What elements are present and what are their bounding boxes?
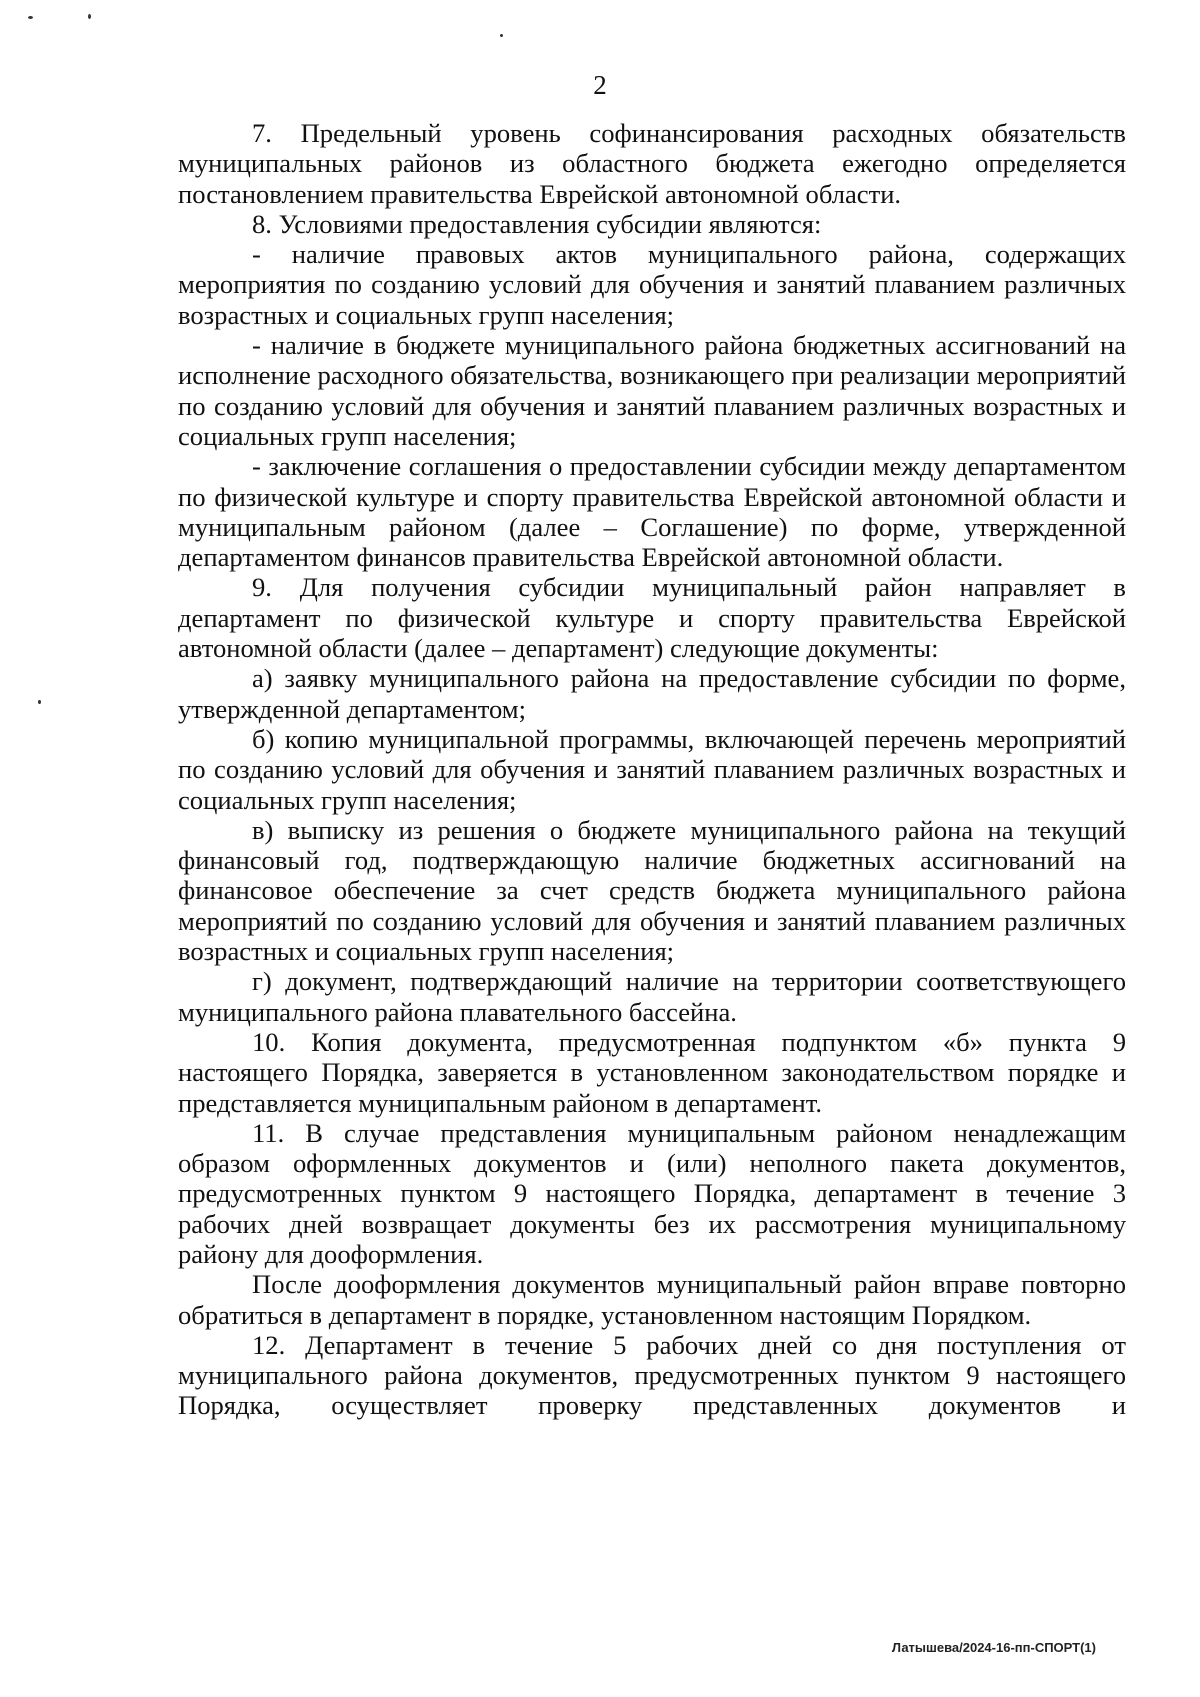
paragraph-item-9: 9. Для получения субсидии муниципальный район направляет в департамент по физической культуре и спорту правительства Еврейской автономной области (далее – департамент) следующие документы:	[178, 572, 1126, 664]
scan-speck	[28, 16, 33, 19]
paragraph-condition-legal-acts: - наличие правовых актов муниципального района, содержащих мероприятия по созданию условий для обучения и занятий плаванием различных возрастных и социальных групп населения;	[178, 239, 1126, 330]
paragraph-item-12: 12. Департамент в течение 5 рабочих дней со дня поступления от муниципального района документов, предусмотренных пунктом 9 настоящего Порядка, осуществляет проверку представленных документов и	[178, 1329, 1126, 1421]
paragraph-subitem-g: г) документ, подтверждающий наличие на территории соответствующего муниципального района плавательного бассейна.	[178, 966, 1126, 1027]
scan-speck	[38, 700, 41, 704]
paragraph-item-7: 7. Предельный уровень софинансирования расходных обязательств муниципальных районов из областного бюджета ежегодно определяется постановлением правительства Еврейской автономной области.	[178, 118, 1126, 209]
paragraph-item-10: 10. Копия документа, предусмотренная подпунктом «б» пункта 9 настоящего Порядка, заверяется в установленном законодательством порядке и представляется муниципальным районом в департамент.	[178, 1026, 1126, 1118]
scan-speck	[88, 14, 91, 19]
scan-speck	[500, 34, 503, 37]
paragraph-item-11: 11. В случае представления муниципальным районом ненадлежащим образом оформленных документов и (или) неполного пакета документов, предусмотренных пунктом 9 настоящего Порядка, департамент в течение 3 рабочих дней возвращает документы без их рассмотрения муниципальному району для дооформления.	[178, 1117, 1126, 1269]
paragraph-after-item-11: После дооформления документов муниципальный район вправе повторно обратиться в департамент в порядке, установленном настоящим Порядком.	[178, 1269, 1126, 1330]
paragraph-condition-budget: - наличие в бюджете муниципального района бюджетных ассигнований на исполнение расходного обязательства, возникающего при реализации мероприятий по созданию условий для обучения и занятий плаванием различных возрастных и социальных групп населения;	[178, 330, 1126, 451]
document-reference-footer: Латышева/2024-16-пп-СПОРТ(1)	[891, 1640, 1096, 1655]
paragraph-subitem-v: в) выписку из решения о бюджете муниципального района на текущий финансовый год, подтверждающую наличие бюджетных ассигнований на финансовое обеспечение за счет средств бюджета муниципального района мероприятий по созданию условий для обучения и занятий плаванием различных возрастных и социальных групп населения;	[178, 814, 1126, 967]
paragraph-subitem-a: а) заявку муниципального района на предоставление субсидии по форме, утвержденной департаментом;	[178, 663, 1126, 724]
paragraph-subitem-b: б) копию муниципальной программы, включающей перечень мероприятий по созданию условий для обучения и занятий плаванием различных возрастных и социальных групп населения;	[178, 723, 1126, 815]
page-number: 2	[593, 70, 607, 100]
document-body	[178, 118, 1126, 1421]
paragraph-item-8: 8. Условиями предоставления субсидии являются:	[252, 208, 822, 239]
paragraph-condition-agreement: - заключение соглашения о предоставлении субсидии между департаментом по физической культуре и спорту правительства Еврейской автономной области и муниципальным районом (далее – Соглашение) по форме, утвержденной департаментом финансов правительства Еврейской автономной области.	[178, 451, 1126, 573]
